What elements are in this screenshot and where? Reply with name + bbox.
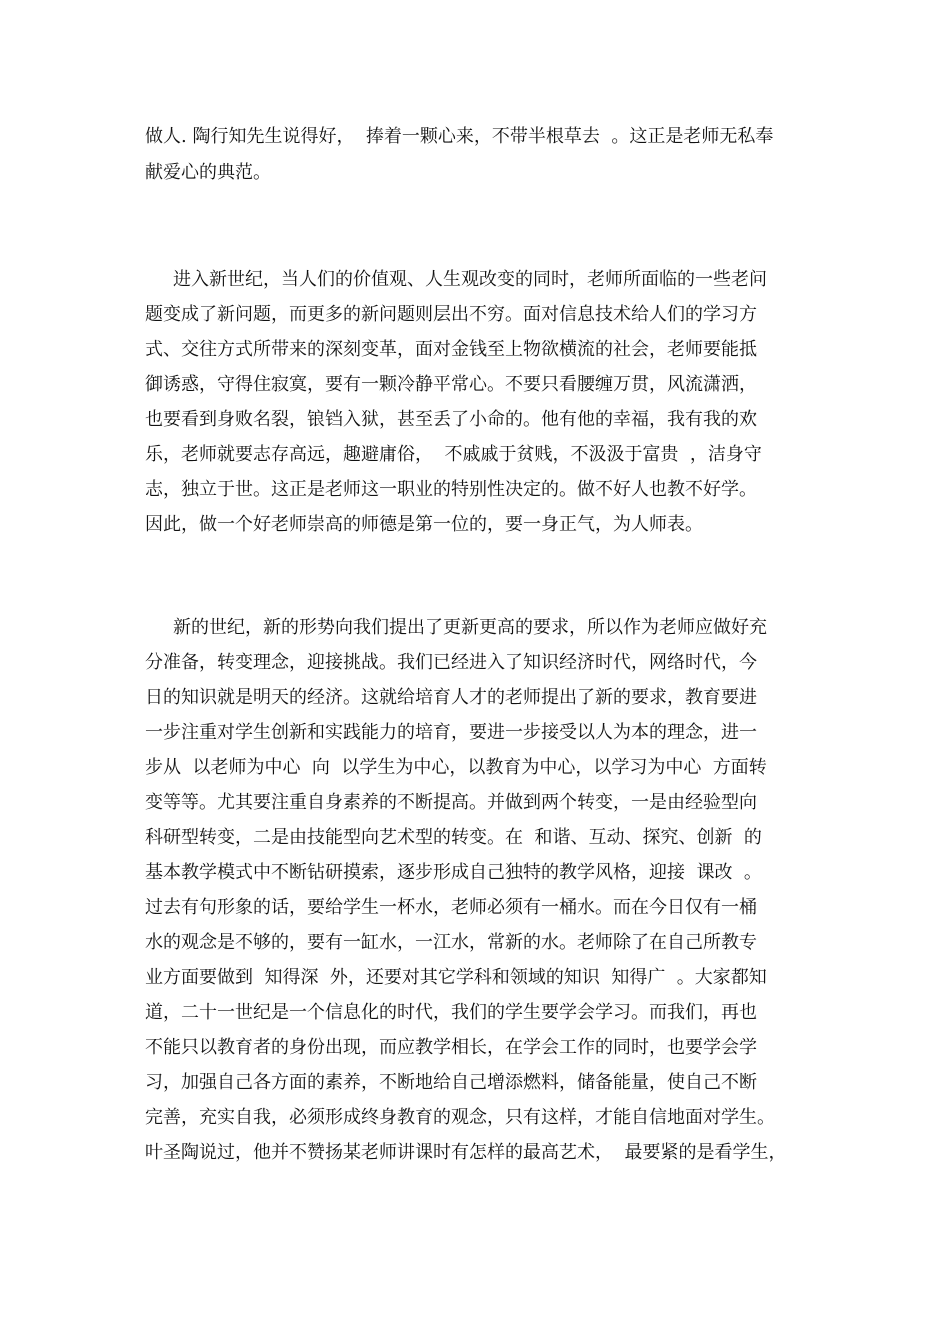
paragraph-3-line-8: 基本教学模式中不断钻研摸索，逐步形成自己独特的教学风格，迎接 课改 。 — [145, 862, 762, 883]
paragraph-3-line-11: 业方面要做到 知得深 外，还要对其它学科和领域的知识 知得广 。大家都知 — [145, 967, 767, 988]
paragraph-2-line-3: 式、交往方式所带来的深刻变革，面对金钱至上物欲横流的社会，老师要能抵 — [145, 339, 757, 360]
paragraph-2-line-1: 进入新世纪，当人们的价值观、人生观改变的同时，老师所面临的一些老问 — [173, 269, 767, 290]
paragraph-3-line-2: 分准备，转变理念，迎接挑战。我们已经进入了知识经济时代，网络时代，今 — [145, 652, 757, 673]
paragraph-3-line-14: 习，加强自己各方面的素养，不断地给自己增添燃料，储备能量，使自己不断 — [145, 1072, 757, 1093]
paragraph-2-line-7: 志，独立于世。这正是老师这一职业的特别性决定的。做不好人也教不好学。 — [145, 479, 757, 500]
paragraph-2-line-6: 乐，老师就要志存高远，趣避庸俗， 不戚戚于贫贱，不汲汲于富贵 ，洁身守 — [145, 444, 762, 465]
paragraph-1-line-1: 做人. 陶行知先生说得好， 捧着一颗心来，不带半根草去 。这正是老师无私奉 — [145, 126, 774, 147]
paragraph-3-line-1: 新的世纪，新的形势向我们提出了更新更高的要求，所以作为老师应做好充 — [173, 617, 767, 638]
paragraph-3-line-5: 步从 以老师为中心 向 以学生为中心，以教育为中心，以学习为中心 方面转 — [145, 757, 767, 778]
paragraph-2-line-4: 御诱惑，守得住寂寞，要有一颗冷静平常心。不要只看腰缠万贯，风流潇洒， — [145, 374, 757, 395]
paragraph-1-line-2: 献爱心的典范。 — [145, 162, 271, 183]
paragraph-3-line-4: 一步注重对学生创新和实践能力的培育，要进一步接受以人为本的理念，进一 — [145, 722, 757, 743]
paragraph-3-line-9: 过去有句形象的话，要给学生一杯水，老师必须有一桶水。而在今日仅有一桶 — [145, 897, 757, 918]
paragraph-2-line-5: 也要看到身败名裂，锒铛入狱，甚至丢了小命的。他有他的幸福，我有我的欢 — [145, 409, 757, 430]
paragraph-3-line-6: 变等等。尤其要注重自身素养的不断提高。并做到两个转变，一是由经验型向 — [145, 792, 757, 813]
paragraph-3-line-15: 完善，充实自我，必须形成终身教育的观念，只有这样，才能自信地面对学生。 — [145, 1107, 775, 1128]
paragraph-2-line-2: 题变成了新问题，而更多的新问题则层出不穷。面对信息技术给人们的学习方 — [145, 304, 757, 325]
paragraph-3-line-13: 不能只以教育者的身份出现，而应教学相长，在学会工作的同时，也要学会学 — [145, 1037, 757, 1058]
paragraph-3-line-10: 水的观念是不够的，要有一缸水，一江水，常新的水。老师除了在自己所教专 — [145, 932, 757, 953]
paragraph-2-line-8: 因此，做一个好老师崇高的师德是第一位的，要一身正气，为人师表。 — [145, 514, 703, 535]
paragraph-3-line-3: 日的知识就是明天的经济。这就给培育人才的老师提出了新的要求，教育要进 — [145, 687, 757, 708]
paragraph-3-line-16: 叶圣陶说过，他并不赞扬某老师讲课时有怎样的最高艺术， 最要紧的是看学生， — [145, 1142, 787, 1163]
paragraph-3-line-7: 科研型转变，二是由技能型向艺术型的转变。在 和谐、互动、探究、创新 的 — [145, 827, 762, 848]
paragraph-3-line-12: 道，二十一世纪是一个信息化的时代，我们的学生要学会学习。而我们，再也 — [145, 1002, 757, 1023]
